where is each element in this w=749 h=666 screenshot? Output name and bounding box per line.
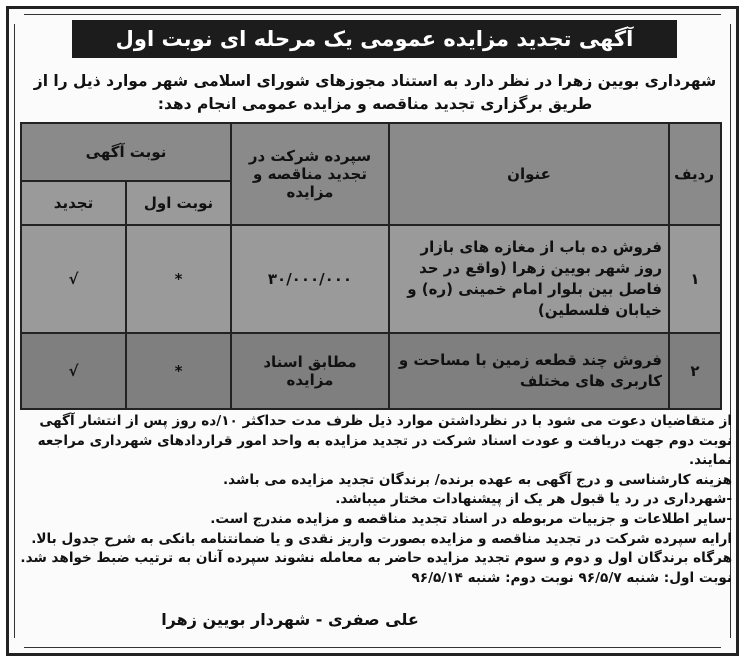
row-title: فروش ده باب از مغازه های بازار روز شهر بویین زهرا (واقع در حد فاصل بین بلوار امام خمینی (ره) و خیابان فلسطین) (389, 225, 669, 333)
col-header-first-round: نوبت اول (126, 181, 231, 225)
row-number: ۱ (669, 225, 721, 333)
frame-corner-ornament (6, 6, 24, 24)
col-header-renewal: تجدید (21, 181, 126, 225)
invitation-paragraph: از متقاضیان دعوت می شود با در نظرداشتن موارد ذیل ظرف مدت حداکثر ۱۰/ده روز پس از انتشار آگهی نوبت دوم جهت دریافت و عودت اسناد شرکت در تجدید مزایده به واحد امور قراردادهای شهرداری مراجعه نمایند. (37, 413, 732, 469)
condition-cost: هزینه کارشناسی و درج آگهی به عهده برنده/ برندگان تجدید مزایده می باشد. (223, 471, 732, 488)
col-header-deposit: سپرده شرکت در تجدید مناقصه و مزایده (231, 123, 389, 225)
frame-corner-ornament (6, 638, 24, 656)
row-deposit: ۳۰/۰۰۰/۰۰۰ (231, 225, 389, 333)
table-row (21, 333, 721, 409)
row-renewal-mark: √ (21, 333, 126, 409)
condition-right-to-reject: -شهرداری در رد یا قبول هر یک از پیشنهادات مختار میباشد. (335, 491, 732, 508)
row-first-round-mark: * (126, 333, 231, 409)
ad-title-banner (72, 20, 677, 58)
ad-conditions (20, 412, 732, 588)
row-renewal-mark: √ (21, 225, 126, 333)
frame-corner-ornament (721, 6, 739, 24)
items-table (20, 122, 722, 410)
row-number: ۲ (669, 333, 721, 409)
frame-corner-ornament (721, 638, 739, 656)
row-first-round-mark: * (126, 225, 231, 333)
table-row (21, 225, 721, 333)
ad-intro: شهرداری بویین زهرا در نظر دارد به استناد مجوزهای شورای اسلامی شهر موارد ذیل را از طریق برگزاری تجدید مناقصه و مزایده عمومی انجام دهد: (33, 72, 717, 113)
row-deposit: مطابق اسناد مزایده (231, 333, 389, 409)
ad-title: آگهی تجدید مزایده عمومی یک مرحله ای نوبت اول (115, 27, 634, 51)
signature: علی صفری - شهردار بویین زهرا (161, 610, 419, 629)
condition-details: -سایر اطلاعات و جزییات مربوطه در اسناد تجدید مناقصه و مزایده مندرج است. (210, 510, 732, 527)
col-header-title: عنوان (389, 123, 669, 225)
row-title: فروش چند قطعه زمین با مساحت و کاربری های مختلف (389, 333, 669, 409)
publication-dates: نوبت اول: شنبه ۹۶/۵/۷ نوبت دوم: شنبه ۹۶/۵/۱۴ (411, 569, 732, 586)
col-header-row-number: ردیف (669, 123, 721, 225)
condition-forfeit: هرگاه برندگان اول و دوم و سوم تجدید مزایده حاضر به معامله نشوند سپرده آنان به ترتیب ضبط خواهد شد. (20, 550, 732, 567)
col-header-ad-round: نوبت آگهی (21, 123, 231, 181)
condition-deposit: ارایه سپرده شرکت در تجدید مناقصه و مزایده بصورت واریز نقدی و یا ضمانتنامه بانکی به شرح جدول بالا. (31, 530, 732, 547)
